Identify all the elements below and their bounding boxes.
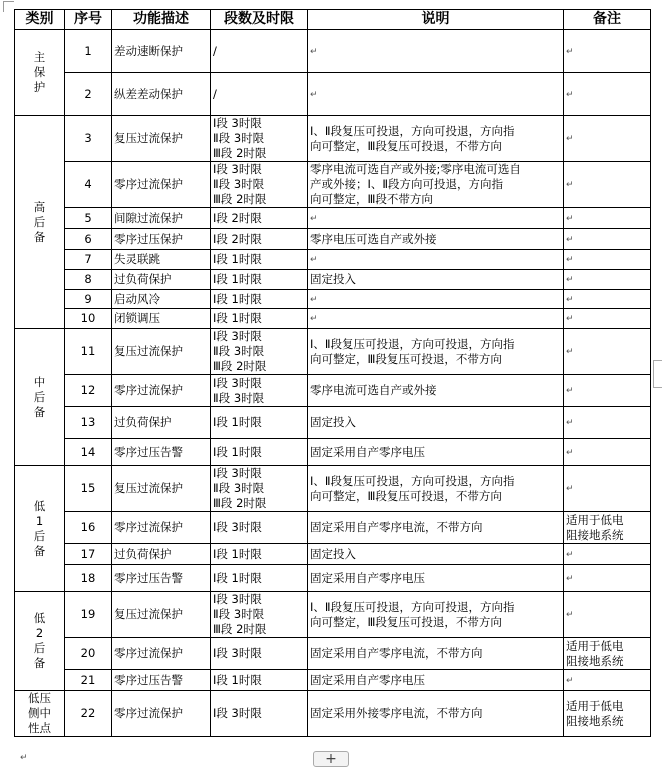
- remarks-cell[interactable]: 适用于低电 阻接地系统: [564, 638, 651, 670]
- segments-cell[interactable]: Ⅰ段 1时限: [211, 439, 308, 466]
- number-cell[interactable]: 3: [65, 116, 112, 162]
- remarks-cell[interactable]: [564, 309, 651, 329]
- function-cell[interactable]: 零序过流保护: [112, 512, 211, 544]
- segments-cell[interactable]: Ⅰ段 1时限: [211, 670, 308, 691]
- description-cell[interactable]: 固定采用自产零序电压: [308, 439, 564, 466]
- description-cell[interactable]: Ⅰ、Ⅱ段复压可投退，方向可投退，方向指 向可整定，Ⅲ段复压可投退，不带方向: [308, 592, 564, 638]
- remarks-cell[interactable]: [564, 116, 651, 162]
- remarks-cell[interactable]: [564, 162, 651, 208]
- remarks-cell[interactable]: [564, 466, 651, 512]
- number-cell[interactable]: 13: [65, 407, 112, 439]
- segments-cell[interactable]: Ⅰ段 3时限 Ⅱ段 3时限 Ⅲ段 2时限: [211, 116, 308, 162]
- segments-cell[interactable]: Ⅰ段 1时限: [211, 270, 308, 290]
- segments-cell[interactable]: Ⅰ段 2时限: [211, 208, 308, 229]
- function-cell[interactable]: 复压过流保护: [112, 116, 211, 162]
- protection-function-table: [14, 9, 651, 737]
- description-cell[interactable]: [308, 208, 564, 229]
- number-cell[interactable]: 17: [65, 544, 112, 565]
- function-cell[interactable]: 零序过压告警: [112, 670, 211, 691]
- table-row: [15, 512, 651, 544]
- table-row: [15, 162, 651, 208]
- number-cell[interactable]: 1: [65, 30, 112, 73]
- add-row-button[interactable]: +: [313, 751, 349, 767]
- header-number: 序号: [65, 10, 112, 30]
- description-cell[interactable]: 固定采用自产零序电流，不带方向: [308, 512, 564, 544]
- number-cell[interactable]: 10: [65, 309, 112, 329]
- remarks-cell[interactable]: [564, 270, 651, 290]
- segments-cell[interactable]: /: [211, 73, 308, 116]
- function-cell[interactable]: 纵差差动保护: [112, 73, 211, 116]
- side-expand-handle[interactable]: [653, 360, 662, 388]
- remarks-cell[interactable]: [564, 375, 651, 407]
- page-corner-mark: [3, 1, 14, 12]
- function-cell[interactable]: 零序过压告警: [112, 439, 211, 466]
- function-cell[interactable]: 零序过流保护: [112, 691, 211, 737]
- description-cell[interactable]: 固定采用自产零序电流，不带方向: [308, 638, 564, 670]
- description-cell[interactable]: [308, 309, 564, 329]
- segments-cell[interactable]: Ⅰ段 3时限 Ⅱ段 3时限 Ⅲ段 2时限: [211, 162, 308, 208]
- number-cell[interactable]: 16: [65, 512, 112, 544]
- number-cell[interactable]: 12: [65, 375, 112, 407]
- table-row: [15, 329, 651, 375]
- number-cell[interactable]: 11: [65, 329, 112, 375]
- description-cell[interactable]: [308, 250, 564, 270]
- description-cell[interactable]: 固定采用自产零序电压: [308, 565, 564, 592]
- header-segments: 段数及时限: [211, 10, 308, 30]
- segments-cell[interactable]: Ⅰ段 1时限: [211, 565, 308, 592]
- function-cell[interactable]: 差动速断保护: [112, 30, 211, 73]
- remarks-cell[interactable]: [564, 208, 651, 229]
- table-row: [15, 466, 651, 512]
- description-cell[interactable]: 固定投入: [308, 544, 564, 565]
- remarks-cell[interactable]: 适用于低电 阻接地系统: [564, 691, 651, 737]
- function-cell[interactable]: 复压过流保护: [112, 592, 211, 638]
- description-cell[interactable]: 固定投入: [308, 270, 564, 290]
- segments-cell[interactable]: Ⅰ段 2时限: [211, 229, 308, 250]
- function-cell[interactable]: 零序过压告警: [112, 565, 211, 592]
- description-cell[interactable]: 固定采用自产零序电压: [308, 670, 564, 691]
- remarks-cell[interactable]: [564, 30, 651, 73]
- segments-cell[interactable]: Ⅰ段 3时限 Ⅱ段 3时限 Ⅲ段 2时限: [211, 329, 308, 375]
- function-cell[interactable]: 零序过流保护: [112, 162, 211, 208]
- function-cell[interactable]: 零序过流保护: [112, 375, 211, 407]
- function-cell[interactable]: 过负荷保护: [112, 544, 211, 565]
- number-cell[interactable]: 8: [65, 270, 112, 290]
- table-row: [15, 407, 651, 439]
- segments-cell[interactable]: Ⅰ段 3时限: [211, 638, 308, 670]
- description-cell[interactable]: 零序电流可选自产或外接: [308, 375, 564, 407]
- remarks-cell[interactable]: [564, 407, 651, 439]
- table-row: [15, 208, 651, 229]
- description-cell[interactable]: Ⅰ、Ⅱ段复压可投退，方向可投退，方向指 向可整定，Ⅲ段复压可投退，不带方向: [308, 116, 564, 162]
- remarks-cell[interactable]: [564, 250, 651, 270]
- segments-cell[interactable]: Ⅰ段 3时限: [211, 691, 308, 737]
- number-cell[interactable]: 2: [65, 73, 112, 116]
- segments-cell[interactable]: Ⅰ段 1时限: [211, 250, 308, 270]
- table-row: [15, 229, 651, 250]
- table-row: [15, 544, 651, 565]
- number-cell[interactable]: 6: [65, 229, 112, 250]
- number-cell[interactable]: 20: [65, 638, 112, 670]
- table-row: [15, 30, 651, 73]
- description-cell[interactable]: 固定投入: [308, 407, 564, 439]
- function-cell[interactable]: 过负荷保护: [112, 407, 211, 439]
- number-cell[interactable]: 14: [65, 439, 112, 466]
- function-cell[interactable]: 启动风冷: [112, 290, 211, 309]
- category-cell[interactable]: 高 后 备: [15, 116, 65, 329]
- description-cell[interactable]: 零序电压可选自产或外接: [308, 229, 564, 250]
- number-cell[interactable]: 4: [65, 162, 112, 208]
- remarks-cell[interactable]: [564, 73, 651, 116]
- category-cell[interactable]: 主 保 护: [15, 30, 65, 116]
- table-row: [15, 250, 651, 270]
- table-row: [15, 592, 651, 638]
- remarks-cell[interactable]: [564, 670, 651, 691]
- header-function: 功能描述: [112, 10, 211, 30]
- segments-cell[interactable]: Ⅰ段 1时限: [211, 544, 308, 565]
- category-cell[interactable]: 低 2 后 备: [15, 592, 65, 691]
- table-row: [15, 691, 651, 737]
- description-cell[interactable]: [308, 290, 564, 309]
- segments-cell[interactable]: Ⅰ段 1时限: [211, 407, 308, 439]
- remarks-cell[interactable]: 适用于低电 阻接地系统: [564, 512, 651, 544]
- table-row: [15, 270, 651, 290]
- header-description: 说明: [308, 10, 564, 30]
- number-cell[interactable]: 9: [65, 290, 112, 309]
- segments-cell[interactable]: Ⅰ段 3时限: [211, 512, 308, 544]
- number-cell[interactable]: 19: [65, 592, 112, 638]
- table-row: [15, 116, 651, 162]
- table-header-row: [15, 10, 651, 30]
- remarks-cell[interactable]: [564, 439, 651, 466]
- description-cell[interactable]: [308, 30, 564, 73]
- paragraph-mark-icon: [20, 752, 28, 763]
- function-cell[interactable]: 过负荷保护: [112, 270, 211, 290]
- description-cell[interactable]: Ⅰ、Ⅱ段复压可投退，方向可投退，方向指 向可整定，Ⅲ段复压可投退，不带方向: [308, 329, 564, 375]
- segments-cell[interactable]: Ⅰ段 3时限 Ⅱ段 3时限 Ⅲ段 2时限: [211, 466, 308, 512]
- segments-cell[interactable]: Ⅰ段 1时限: [211, 309, 308, 329]
- category-cell[interactable]: 低 1 后 备: [15, 466, 65, 592]
- segments-cell[interactable]: /: [211, 30, 308, 73]
- header-remarks: 备注: [564, 10, 651, 30]
- function-cell[interactable]: 复压过流保护: [112, 466, 211, 512]
- number-cell[interactable]: 7: [65, 250, 112, 270]
- number-cell[interactable]: 22: [65, 691, 112, 737]
- segments-cell[interactable]: Ⅰ段 3时限 Ⅱ段 3时限 Ⅲ段 2时限: [211, 592, 308, 638]
- category-cell[interactable]: 低压 侧中 性点: [15, 691, 65, 737]
- table-row: [15, 375, 651, 407]
- remarks-cell[interactable]: [564, 290, 651, 309]
- table-row: [15, 439, 651, 466]
- table-row: [15, 638, 651, 670]
- description-cell[interactable]: Ⅰ、Ⅱ段复压可投退，方向可投退，方向指 向可整定，Ⅲ段复压可投退，不带方向: [308, 466, 564, 512]
- function-cell[interactable]: 闭锁调压: [112, 309, 211, 329]
- remarks-cell[interactable]: [564, 565, 651, 592]
- number-cell[interactable]: 5: [65, 208, 112, 229]
- description-cell[interactable]: 零序电流可选自产或外接;零序电流可选自 产或外接；Ⅰ、Ⅱ段方向可投退，方向指 向可整定，Ⅲ段不带方向: [308, 162, 564, 208]
- number-cell[interactable]: 21: [65, 670, 112, 691]
- segments-cell[interactable]: Ⅰ段 3时限 Ⅱ段 3时限: [211, 375, 308, 407]
- description-cell[interactable]: [308, 73, 564, 116]
- table-row: [15, 73, 651, 116]
- header-category: 类别: [15, 10, 65, 30]
- table-row: [15, 670, 651, 691]
- function-cell[interactable]: 间隙过流保护: [112, 208, 211, 229]
- function-cell[interactable]: 零序过压保护: [112, 229, 211, 250]
- category-cell[interactable]: 中 后 备: [15, 329, 65, 466]
- remarks-cell[interactable]: [564, 329, 651, 375]
- segments-cell[interactable]: Ⅰ段 1时限: [211, 290, 308, 309]
- function-cell[interactable]: 复压过流保护: [112, 329, 211, 375]
- table-row: [15, 565, 651, 592]
- table-row: [15, 309, 651, 329]
- function-cell[interactable]: 失灵联跳: [112, 250, 211, 270]
- remarks-cell[interactable]: [564, 229, 651, 250]
- remarks-cell[interactable]: [564, 592, 651, 638]
- function-cell[interactable]: 零序过流保护: [112, 638, 211, 670]
- number-cell[interactable]: 18: [65, 565, 112, 592]
- number-cell[interactable]: 15: [65, 466, 112, 512]
- remarks-cell[interactable]: [564, 544, 651, 565]
- table-row: [15, 290, 651, 309]
- description-cell[interactable]: 固定采用外接零序电流，不带方向: [308, 691, 564, 737]
